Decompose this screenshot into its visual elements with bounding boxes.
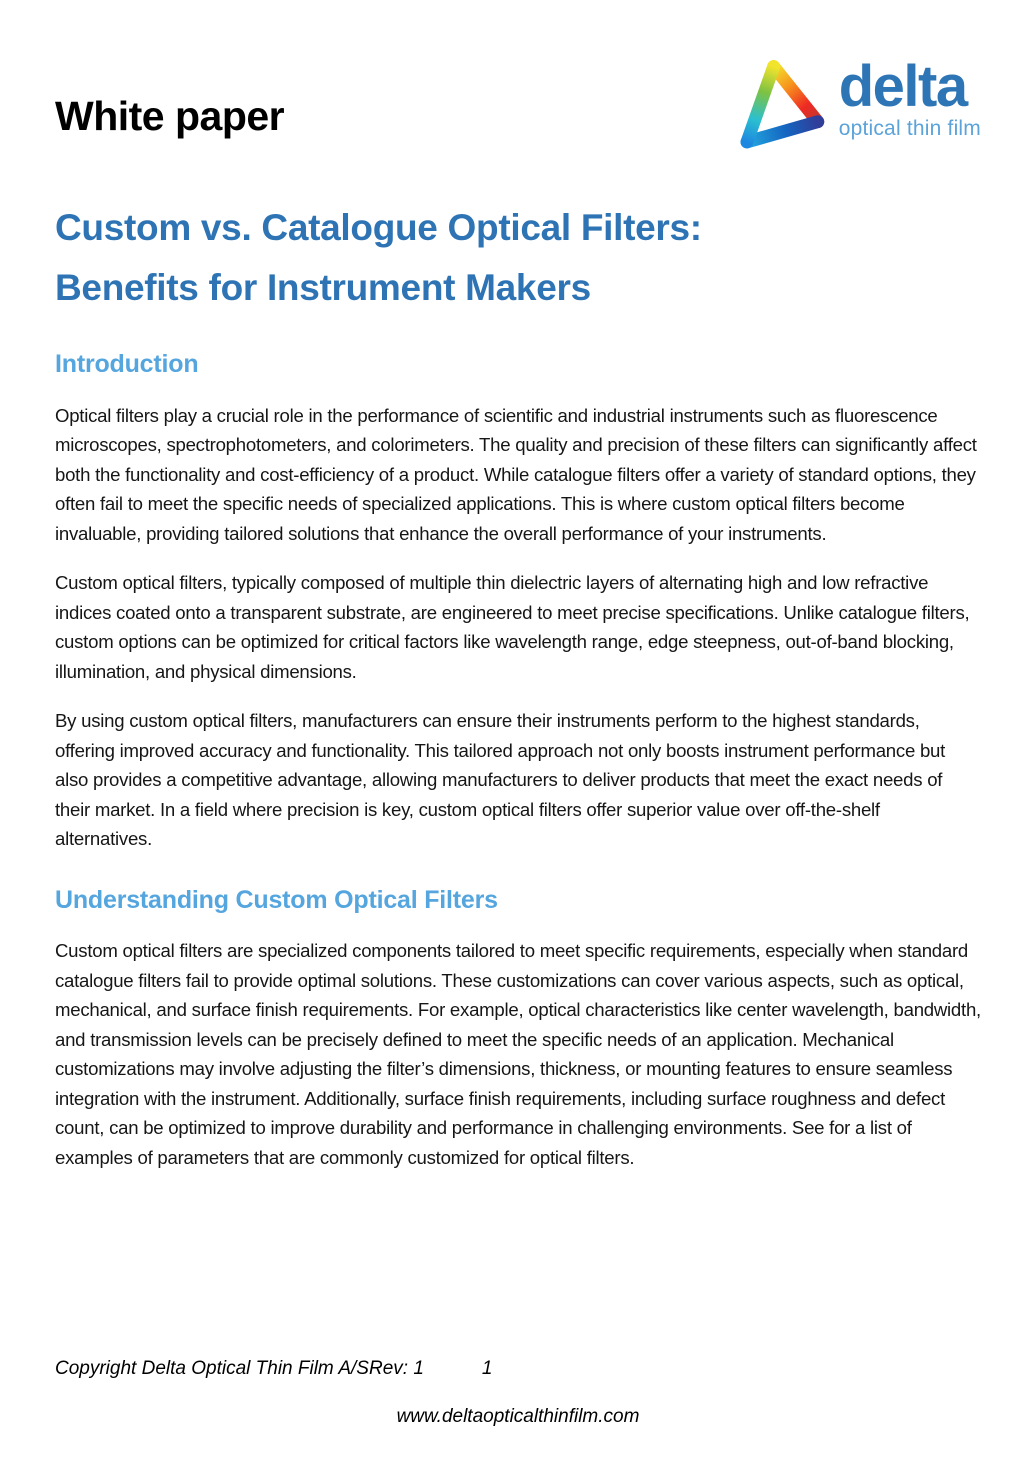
logo-tagline: optical thin film <box>838 117 981 140</box>
paragraph: By using custom optical filters, manufacturers can ensure their instruments perform to the highest standards, offering improved accuracy and functionality. This tailored approach not only boosts instrument performance but also provides a competitive advantage, allowing manufacturers to deliver products that meet the exact needs of their market. In a field where precision is key, custom optical filters offer superior value over off-the-shelf alternatives. <box>55 710 946 849</box>
section-heading-introduction: Introduction <box>55 350 199 378</box>
delta-triangle-icon <box>735 56 827 158</box>
footer-page-number: 1 <box>481 1358 493 1379</box>
footer-revision: Rev: 1 <box>368 1358 424 1379</box>
page-label: White paper <box>55 93 285 139</box>
logo-text <box>838 54 981 141</box>
document-title-line2: Benefits for Instrument Makers <box>55 267 591 308</box>
paragraph: Custom optical filters, typically composed of multiple thin dielectric layers of alternating high and low refractive indices coated onto a transparent substrate, are engineered to meet precise specifications. Unlike catalogue filters, custom options can be optimized for critical factors like wavelength range, edge steepness, out-of-band blocking, illumination, and physical dimensions. <box>55 572 970 682</box>
footer-copyright-line <box>55 1358 981 1380</box>
logo-brand-name: delta <box>838 54 967 119</box>
document-title-line1: Custom vs. Catalogue Optical Filters: <box>55 207 702 248</box>
paragraph: Custom optical filters are specialized components tailored to meet specific requirements, especially when standard catalogue filters fail to provide optimal solutions. These customizations can cover various aspects, such as optical, mechanical, and surface finish requirements. For example, optical characteristics like center wavelength, bandwidth, and transmission levels can be precisely defined to meet the specific needs of an application. Mechanical customizations may involve adjusting the filter’s dimensions, thickness, or mounting features to ensure seamless integration with the instrument. Additionally, surface finish requirements, including surface roughness and defect count, can be optimized to improve durability and performance in challenging environments. See for a list of examples of parameters that are commonly customized for optical filters. <box>55 940 981 1168</box>
section-heading-understanding-custom-optical-filters: Understanding Custom Optical Filters <box>55 885 498 914</box>
paragraph: Optical filters play a crucial role in the performance of scientific and industrial instruments such as fluorescence microscopes, spectrophotometers, and colorimeters. The quality and precision of these filters can significantly affect both the functionality and cost-efficiency of a product. While catalogue filters offer a variety of standard options, they often fail to meet the specific needs of specialized applications. This is where custom optical filters become invaluable, providing tailored solutions that enhance the overall performance of your instruments. <box>55 404 977 544</box>
document-title <box>55 198 981 318</box>
footer-website: www.deltaopticalthinfilm.com <box>396 1406 640 1427</box>
delta-logo <box>735 56 981 158</box>
page-footer <box>55 1358 981 1428</box>
footer-copyright: Copyright Delta Optical Thin Film A/S <box>55 1358 369 1379</box>
page-header <box>55 56 981 160</box>
